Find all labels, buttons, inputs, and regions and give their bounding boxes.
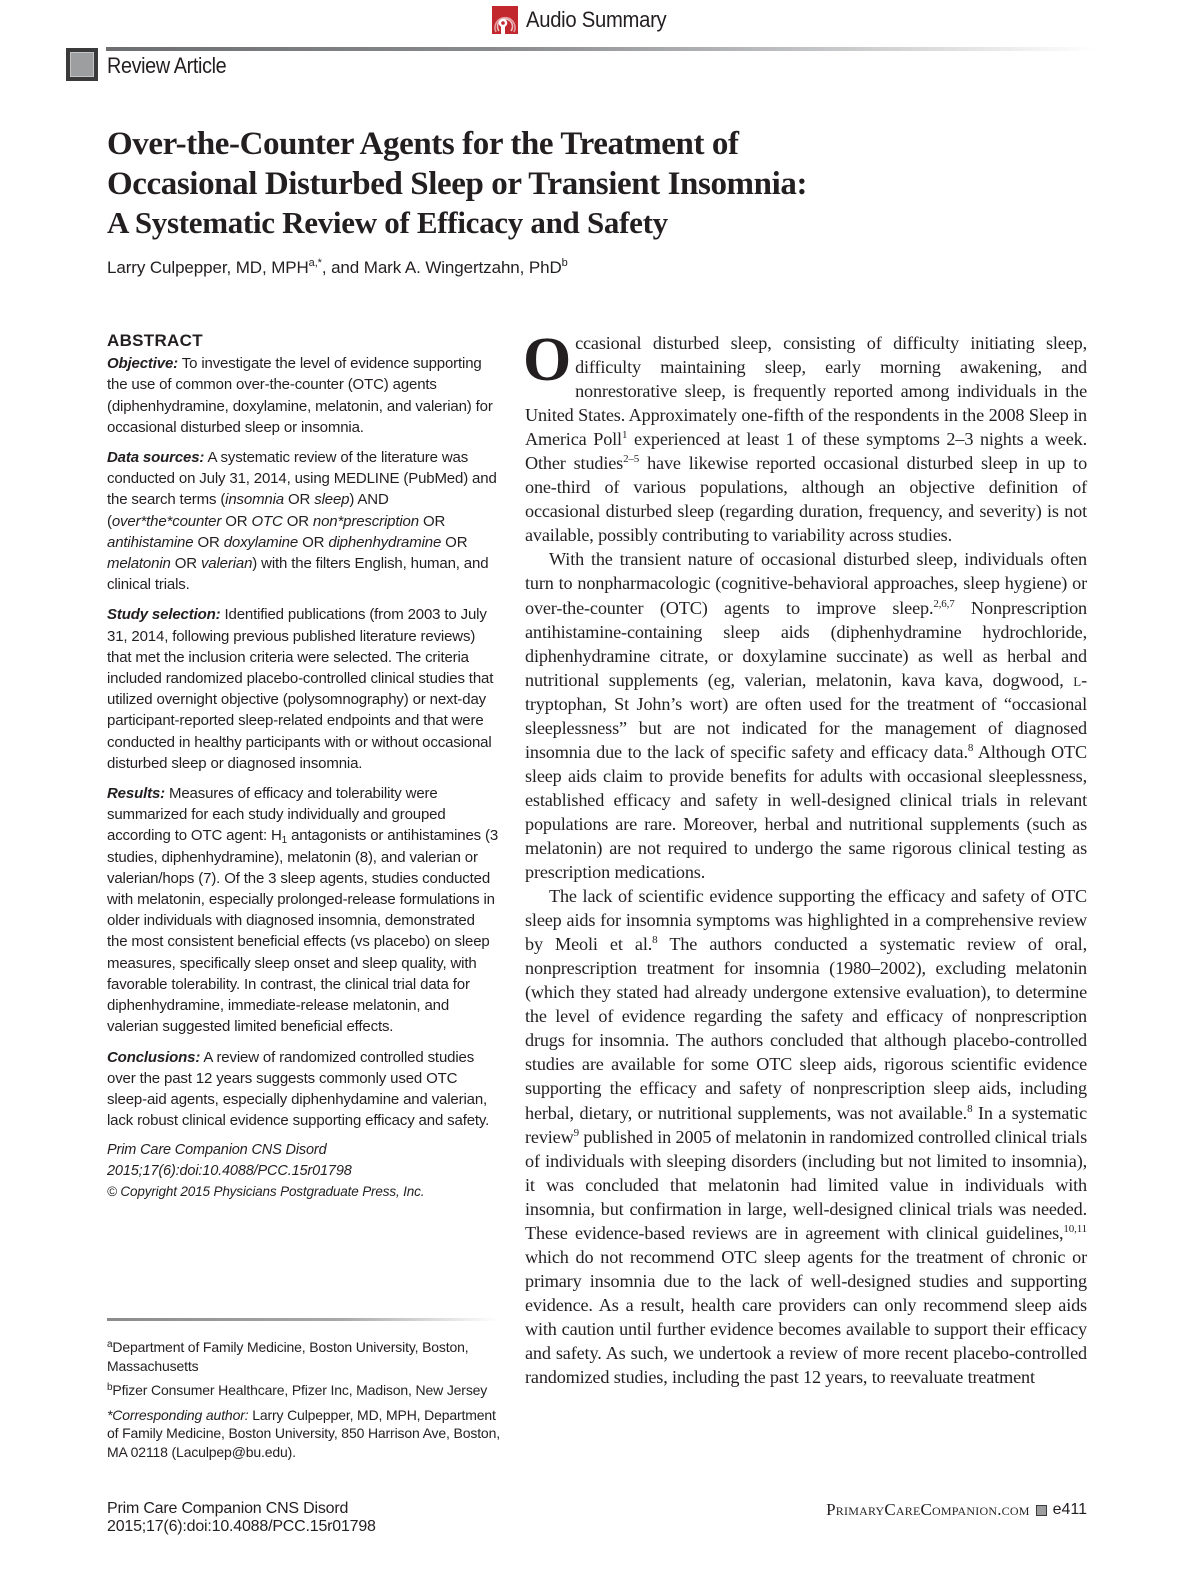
citation-ref[interactable]: 8 <box>967 1102 973 1115</box>
affiliation-footnotes <box>107 1338 502 1467</box>
footer-journal-citation: Prim Care Companion CNS Disord 2015;17(6):doi:10.4088/PCC.15r01798 <box>107 1500 376 1535</box>
abstract-citation: Prim Care Companion CNS Disord 2015;17(6):doi:10.4088/PCC.15r01798 <box>107 1140 499 1182</box>
author-name: Larry Culpepper, MD, MPH <box>107 258 309 277</box>
citation-ref[interactable]: 8 <box>652 934 658 947</box>
footnote-a: $^a$Department of Family Medicine, Boston University, Boston, Massachusetts <box>107 1339 469 1374</box>
section-marker-icon <box>66 48 98 81</box>
audio-waves-icon <box>492 6 518 34</box>
header-divider <box>106 47 1096 51</box>
doi-link[interactable]: 2015;17(6):doi:10.4088/PCC.15r01798 <box>107 1163 352 1180</box>
citation-ref[interactable]: 9 <box>573 1126 579 1139</box>
citation-ref[interactable]: 2–5 <box>623 453 640 466</box>
abstract-objective: Objective: To investigate the level of evidence supporting the use of common over-the-counter (OTC) agents (diphenhydramine, doxylamine, melatonin, and valerian) for occasional disturbed sleep or insomnia. <box>107 355 493 436</box>
footer-site-link[interactable]: PrimaryCareCompanion.com <box>826 1500 1030 1519</box>
body-paragraph: With the transient nature of occasional disturbed sleep, individuals often turn to nonpharmacologic (cognitive-behavioral approaches, sleep hygiene) or over-the-counter (OTC) agents to improve sleep.$^{2,6,7}$ Nonprescription antihistamine-containing sleep aids (diphenhydramine hydrochloride, diphenhydramine citrate, or doxylamine succinate) as well as herbal and nutritional supplements (eg, valerian, melatonin, kava kava, dogwood, l-tryptophan, St John’s wort) are often used for the treatment of “occasional sleeplessness” but are not indicated for the management of diagnosed insomnia due to the lack of specific safety and efficacy data.$^8$ Although OTC sleep aids claim to provide benefits for adults with occasional sleeplessness, established efficacy and safety in well-designed clinical trials in relevant populations are rare. Moreover, herbal and nutritional supplements (such as melatonin) are not required to undergo the same rigorous clinical testing as prescription medications. <box>525 549 1087 883</box>
citation-ref[interactable]: 1 <box>621 429 628 442</box>
footnote-divider <box>107 1318 499 1321</box>
section-label: Review Article <box>107 53 227 78</box>
author-affiliation-marker: b <box>561 257 568 269</box>
audio-summary-label: Audio Summary <box>526 7 667 32</box>
title-line-2: Occasional Disturbed Sleep or Transient Insomnia: <box>107 166 808 202</box>
abstract-results: Results: Measures of efficacy and tolerability were summarized for each study individually and grouped according to OTC agent: $H_1$ antagonists or antihistamines (3 studies, diphenhydramine), melatonin (8), and valerian or valerian/hops (7). Of the 3 sleep agents, studies conducted with melatonin, especially prolonged-release formulations in older individuals with diagnosed insomnia, demonstrated the most consistent beneficial effects (vs placebo) on sleep measures, specifically sleep onset and sleep quality, with favorable tolerability. In contrast, the clinical trial data for diphenhydramine, immediate-release melatonin, and valerian suggested limited beneficial effects. <box>107 785 499 1036</box>
citation-ref[interactable]: 10,11 <box>1063 1222 1087 1235</box>
page-number: e411 <box>1052 1501 1087 1518</box>
article-body <box>523 326 1088 1389</box>
corresponding-author: *Corresponding author: Larry Culpepper, MD, MPH, Department of Family Medicine, Boston University, 850 Harrison Ave, Boston, MA 02118 (Laculpep@bu.edu). <box>107 1406 500 1460</box>
author-name: Mark A. Wingertzahn, PhD <box>363 258 562 277</box>
footer-page-info <box>826 1500 1087 1520</box>
copyright-notice: © Copyright 2015 Physicians Postgraduate Press, Inc. <box>107 1184 425 1200</box>
abstract-study-selection: Study selection: Identified publications (from 2003 to July 31, 2014, following previous published literature reviews) that met the inclusion criteria were selected. The criteria included randomized placebo-controlled clinical studies that utilized overnight objective (polysomnography) or next-day participant-reported sleep-related endpoints and that were conducted in healthy participants with or without occasional disturbed sleep or diagnosed insomnia. <box>107 606 494 772</box>
title-line-1: Over-the-Counter Agents for the Treatment of <box>107 126 739 162</box>
drop-cap: O <box>523 326 572 394</box>
citation-ref[interactable]: 2,6,7 <box>933 597 955 610</box>
body-paragraph: Occasional disturbed sleep, consisting of difficulty initiating sleep, difficulty maintaining sleep, early morning awakening, and nonrestorative sleep, is frequently reported among individuals in the United States. Approximately one-fifth of the respondents in the 2008 Sleep in America Poll$^1$ experienced at least 1 of these symptoms 2–3 nights a week. Other studies$^{2-5}$ have likewise reported occasional disturbed sleep in up to one-third of various populations, although an objective definition of occasional disturbed sleep (regarding duration, frequency, and severity) is not available, possibly contributing to variability across studies. <box>523 326 1088 546</box>
author-affiliation-marker: a,* <box>308 257 322 269</box>
footnote-b: $^b$Pfizer Consumer Healthcare, Pfizer Inc, Madison, New Jersey <box>107 1382 488 1398</box>
article-title <box>107 124 1007 204</box>
body-paragraph: The lack of scientific evidence supporting the efficacy and safety of OTC sleep aids for insomnia symptoms was highlighted in a comprehensive review by Meoli et al.$^8$ The authors conducted a systematic review of oral, nonprescription treatment for insomnia (1980–2002), excluding melatonin (which they stated had already undergone extensive evaluation), to determine the level of evidence regarding the safety and efficacy of nonprescription drugs for insomnia. The authors concluded that although placebo-controlled studies are available for some OTC sleep aids, rigorous scientific evidence supporting the efficacy and safety of nonprescription sleep aids, including herbal, dietary, or nutritional supplements, was not available.$^8$ In a systematic review$^9$ published in 2005 of melatonin in randomized controlled clinical trials of individuals with sleeping disorders (including but not limited to insomnia), it was concluded that melatonin had limited value in individuals with insomnia, but confirmation in large, well-designed clinical trials was needed. These evidence-based reviews are in agreement with clinical guidelines,$^{10,11}$ which do not recommend OTC sleep agents for the treatment of chronic or primary insomnia due to the lack of well-designed studies and supporting evidence. As a result, health care providers can only recommend sleep aids with caution until further evidence becomes available to support their efficacy and safety. As such, we undertook a review of more recent placebo-controlled randomized studies, including the past 12 years, to reevaluate treatment <box>525 886 1087 1388</box>
author-list: Larry Culpepper, MD, $MPH^{a,*}$, and Mark A. Wingertzahn, PhD$^b$ <box>107 257 568 277</box>
abstract-conclusions: Conclusions: A review of randomized controlled studies over the past 12 years suggests commonly used OTC sleep-aid agents, especially diphenhydamine and valerian, lack robust clinical evidence supporting efficacy and safety. <box>107 1048 490 1130</box>
citation-ref[interactable]: 8 <box>967 741 974 754</box>
square-bullet-icon <box>1036 1505 1047 1516</box>
abstract <box>107 330 499 1202</box>
audio-summary-link[interactable] <box>492 4 679 36</box>
article-subtitle: A Systematic Review of Efficacy and Safety <box>107 205 668 240</box>
abstract-heading: ABSTRACT <box>107 331 203 350</box>
abstract-data-sources: Data sources: A systematic review of the literature was conducted on July 31, 2014, using MEDLINE (PubMed) and the search terms (insomnia OR sleep) AND (over*the*counter OR OTC OR non*prescription OR antihistamine OR doxylamine OR diphenhydramine OR melatonin OR valerian) with the filters English, human, and clinical trials. <box>107 449 497 594</box>
